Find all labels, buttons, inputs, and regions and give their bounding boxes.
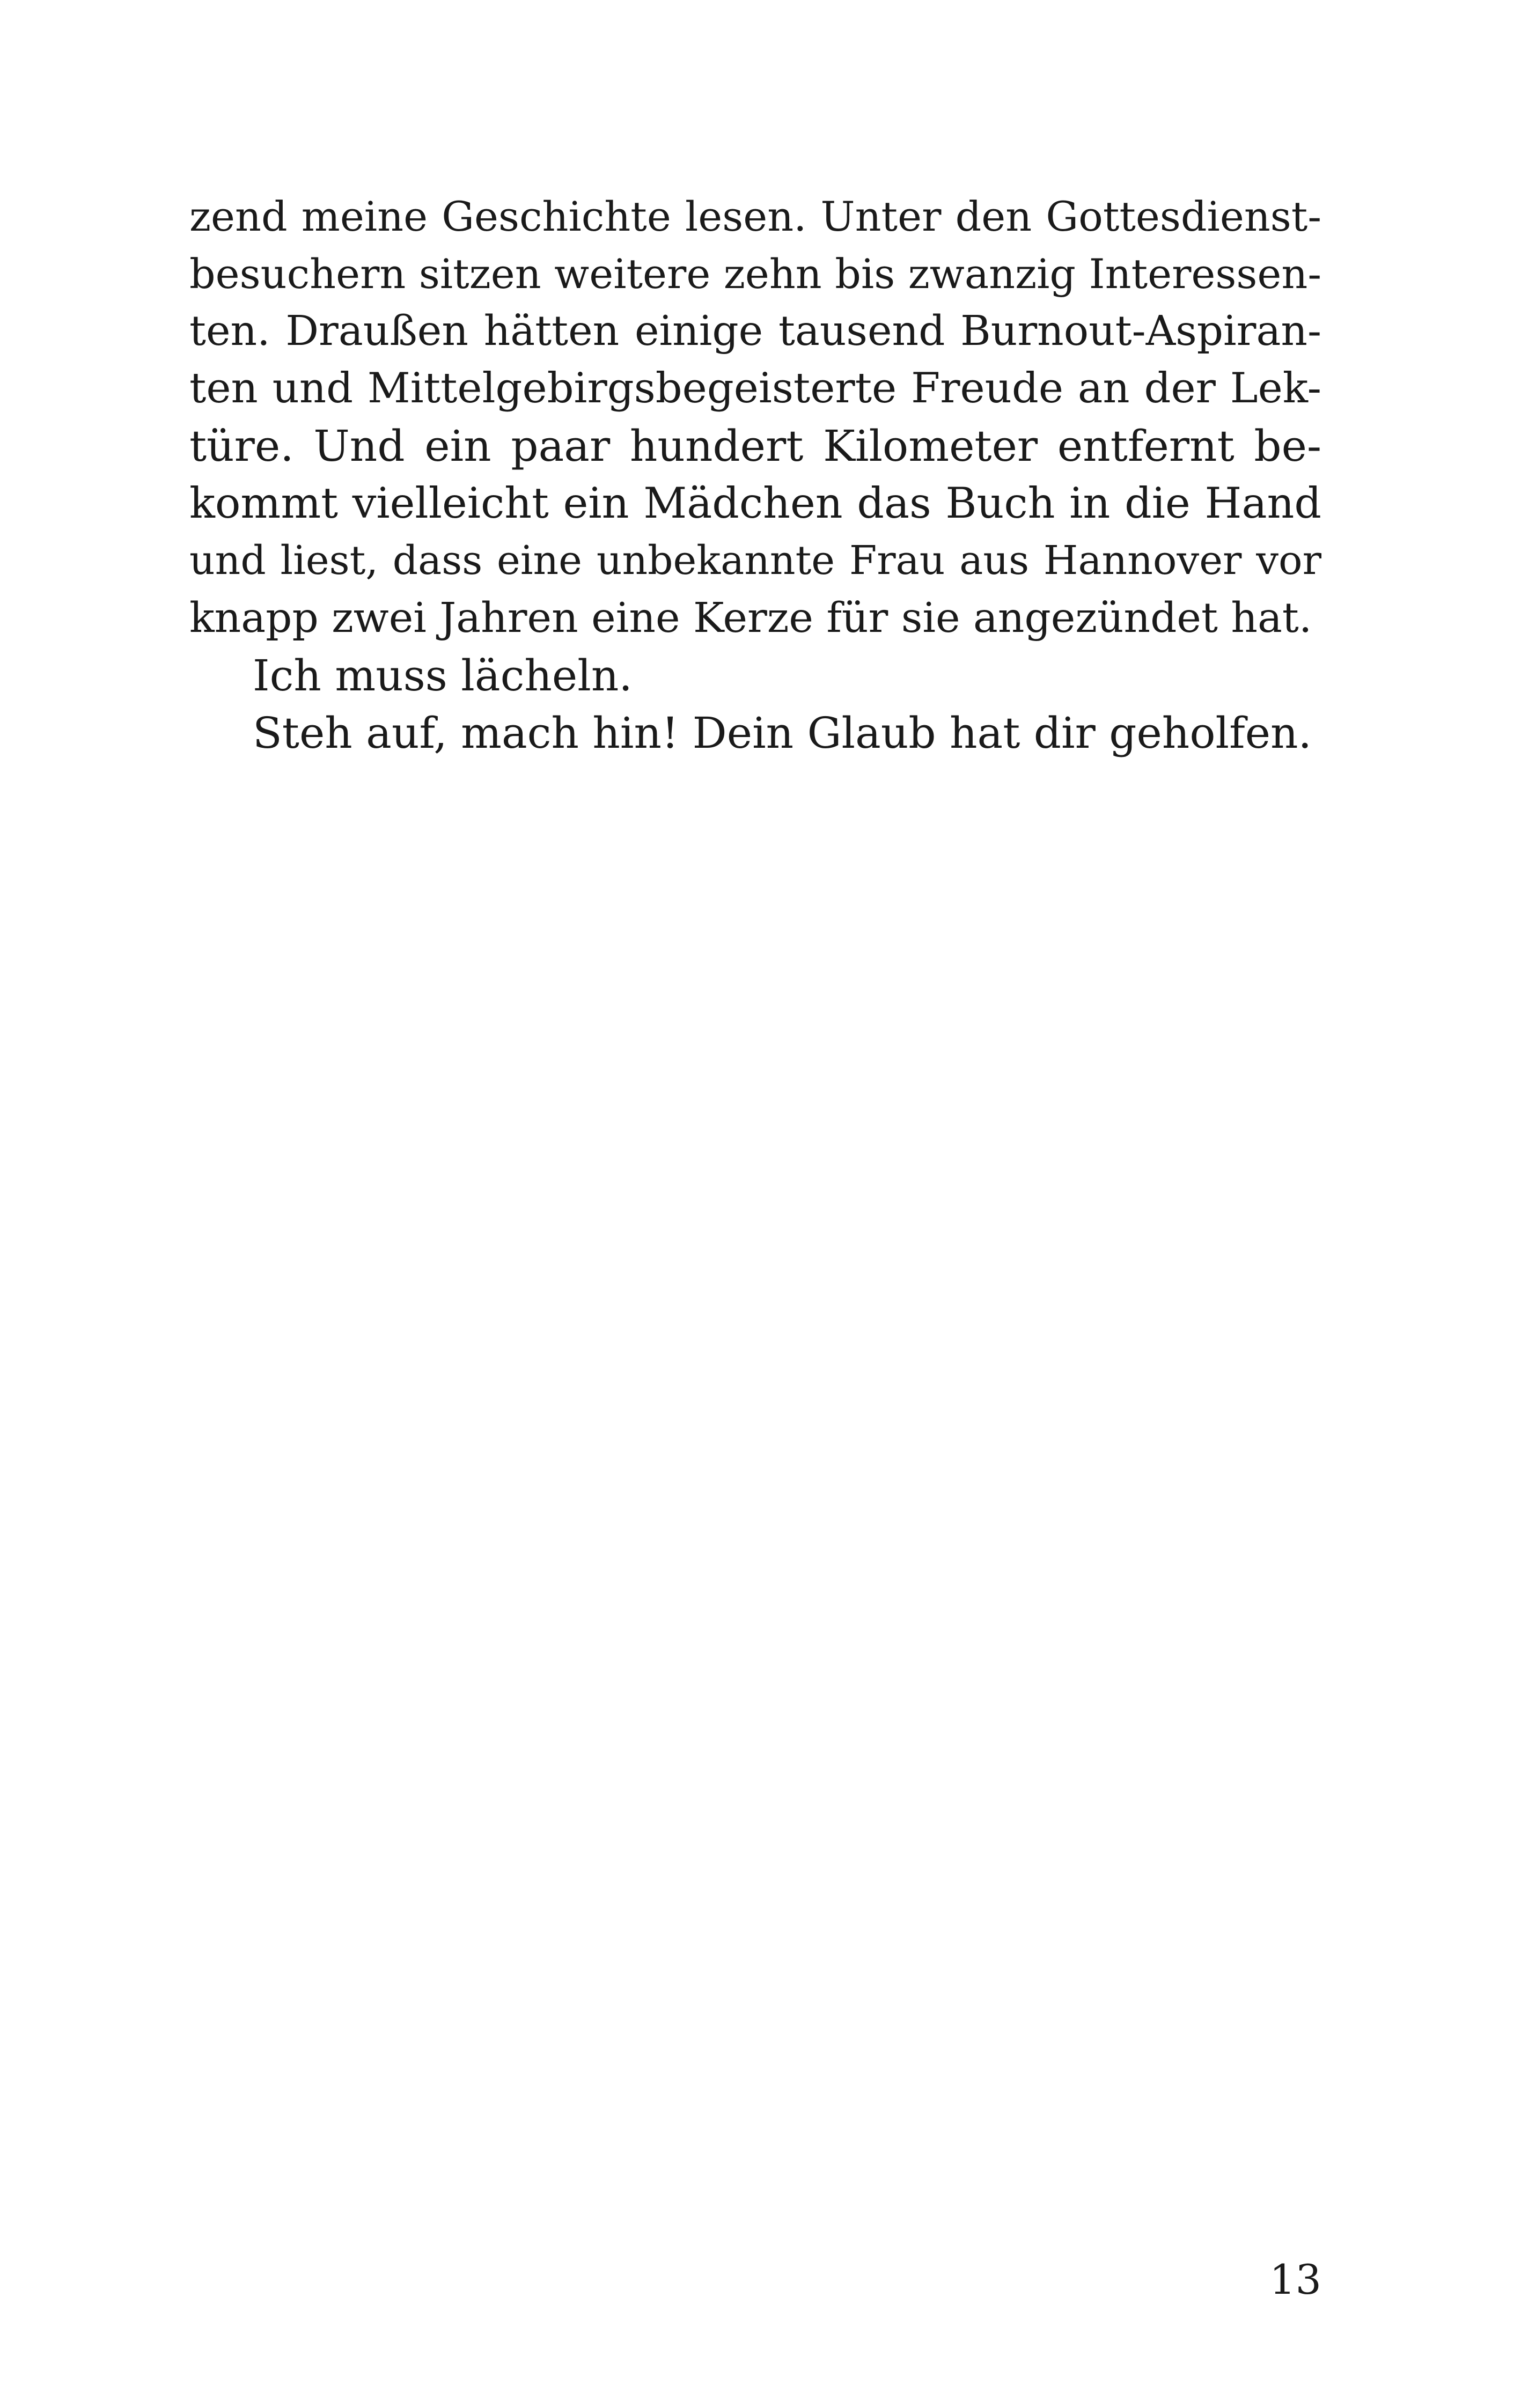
body-text (189, 188, 1321, 762)
text-line: zend meine Geschichte lesen. Unter den Gottesdienst- (189, 193, 1321, 240)
text-line: Ich muss lächeln. (253, 651, 633, 701)
text-line: besuchern sitzen weitere zehn bis zwanzig Interessen- (189, 250, 1321, 298)
text-line: und liest, dass eine unbekannte Frau aus Hannover vor (189, 537, 1321, 584)
text-line: ten und Mittelgebirgsbegeisterte Freude an der Lek- (189, 364, 1321, 413)
text-line: knapp zwei Jahren eine Kerze für sie angezündet hat. (189, 594, 1312, 642)
page-number: 13 (1269, 2256, 1321, 2303)
text-line: Steh auf, mach hin! Dein Glaub hat dir geholfen. (253, 708, 1312, 758)
text-line: ten. Draußen hätten einige tausend Burnout-Aspiran- (189, 307, 1321, 355)
text-line: türe. Und ein paar hundert Kilometer entfernt be- (189, 421, 1321, 471)
text-line: kommt vielleicht ein Mädchen das Buch in die Hand (189, 478, 1321, 528)
